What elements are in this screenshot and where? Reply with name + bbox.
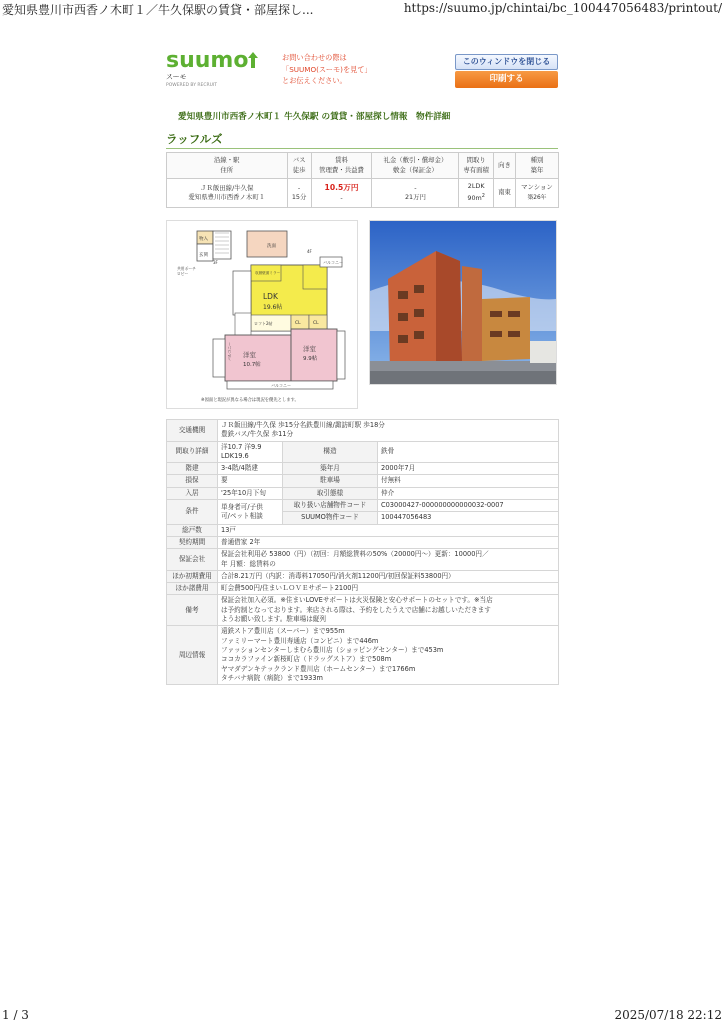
other-cost-label: ほか諸費用 [167, 583, 218, 595]
surrounding-item: ココカラファイン新桜町店（ドラッグストア）まで508m [221, 655, 392, 664]
detail-row [167, 595, 559, 626]
guarantor-value: 保証会社利用必 53800（円）（初回：月額総賃料の50%（20000円～）更新：10000円／ 年 月額：総賃料の [218, 549, 559, 571]
fp-balcony-top: バルコニー [323, 260, 343, 265]
structure-label: 構造 [283, 441, 378, 463]
print-header [0, 0, 724, 18]
insurance-label: 損保 [167, 475, 218, 487]
traffic-label: 交通機関 [167, 420, 218, 442]
fp-storage: 物入 [199, 237, 208, 242]
print-button[interactable]: 印刷する [455, 71, 558, 88]
building-photo-drawing [370, 221, 556, 384]
store-code-label: 取り扱い店舗物件コード [283, 500, 378, 512]
notice-line: お問い合わせの際は [282, 53, 347, 62]
surrounding-item: ファッションセンターしまむら豊川店（ショッピングセンター）まで453m [221, 645, 444, 654]
conditions-label: 条件 [167, 500, 218, 525]
notice-line: 「SUUMO(スーモ)を見て」 [282, 64, 372, 74]
document-title: 愛知県豊川市西香ノ木町１／牛久保駅の賃貸・部屋探し... [2, 3, 314, 17]
layout-cell: 2LDK $90m^2$ [459, 179, 494, 208]
detail-row [167, 420, 559, 442]
detail-row [167, 626, 559, 685]
rent-header: 賃料 管理費・共益費 [311, 153, 372, 179]
remarks-label: 備考 [167, 595, 218, 626]
page-url: https://suumo.jp/chintai/bc_100447056483/printout/ [403, 1, 722, 15]
insurance-value: 要 [218, 475, 283, 487]
structure-value: 鉄骨 [378, 441, 559, 463]
bus-cell: - 15分 [287, 179, 311, 208]
detail-row [167, 570, 559, 582]
route-cell: ＪＲ飯田線/牛久保 愛知県豊川市西香ノ木町１ [167, 179, 288, 208]
initial-cost-label: ほか初期費用 [167, 570, 218, 582]
detail-table [166, 419, 559, 685]
detail-row [167, 441, 559, 463]
deposit-cell: - 21万円 [372, 179, 459, 208]
parking-value: 付無料 [378, 475, 559, 487]
detail-row [167, 536, 559, 548]
page-title: 愛知県豊川市西香ノ木町１ 牛久保駅 の賃貸・部屋探し情報 物件詳細 [178, 112, 451, 122]
units-label: 総戸数 [167, 524, 218, 536]
property-name: ラッフルズ [166, 132, 223, 146]
fp-ldk: LDK [263, 292, 278, 301]
floors-label: 階建 [167, 463, 218, 475]
summary-row [167, 179, 559, 208]
page-number: 1 / 3 [2, 1008, 29, 1022]
route-header: 沿線・駅 住所 [167, 153, 288, 179]
detail-row [167, 524, 559, 536]
detail-row [167, 475, 559, 487]
detail-row [167, 487, 559, 499]
layout-header: 間取り 専有面積 [459, 153, 494, 179]
detail-row [167, 463, 559, 475]
fp-kitchen: 収納壁面ミラー [255, 271, 281, 275]
contract-label: 契約期間 [167, 536, 218, 548]
surrounding-item: ヤマダデンキテックランド豊川店（ホームセンター）まで1766m [221, 664, 416, 673]
detail-row [167, 549, 559, 571]
fp-western1-size: 10.7帖 [243, 362, 261, 368]
units-value: 13戸 [218, 524, 559, 536]
surroundings-value [218, 626, 559, 685]
rent-value: 10.5万円 [324, 183, 359, 192]
title-divider [166, 148, 558, 149]
logo-kana: スーモ [166, 73, 187, 81]
detail-row [167, 500, 559, 512]
fp-cl2: CL [313, 321, 319, 326]
notice-line: とお伝えください。 [282, 76, 347, 85]
conditions-value: 単身者可/子供 可/ペット相談 [218, 500, 283, 525]
fp-cl1: CL [295, 321, 301, 326]
bus-header: バス 徒歩 [287, 153, 311, 179]
floor-plan-drawing [167, 221, 357, 408]
type-header: 種別 築年 [515, 153, 558, 179]
floor-plan-image [166, 220, 358, 409]
fp-washroom: 洗面 [267, 244, 276, 249]
close-window-button[interactable]: このウィンドウを閉じる [455, 54, 558, 70]
direction-header: 向き [493, 153, 515, 179]
movein-value: '25年10月下旬 [218, 487, 283, 499]
surrounding-item: ファミリーマート豊川寿通店（コンビニ）まで446m [221, 636, 379, 645]
contract-value: 普通借家 2年 [218, 536, 559, 548]
parking-label: 駐車場 [283, 475, 378, 487]
fp-floor4: 4F [307, 249, 312, 254]
surrounding-item: 遠鉄ストア豊川店（スーパー）まで955m [221, 627, 345, 636]
fp-ldk-size: 19.6帖 [263, 304, 283, 311]
traffic-value: ＪＲ飯田線/牛久保 歩15分名鉄豊川線/諏訪町駅 歩18分 豊鉄バス/牛久保 歩11分 [218, 420, 559, 442]
logo-arrow-icon [248, 52, 258, 68]
fp-western2-size: 9.9帖 [303, 356, 318, 362]
building-photo [369, 220, 557, 385]
suumo-code-label: SUUMO物件コード [283, 512, 378, 524]
logo-wordmark: suumo [166, 48, 249, 73]
deposit-header: 礼金（敷引・償却金） 敷金（保証金） [372, 153, 459, 179]
surroundings-label: 周辺情報 [167, 626, 218, 685]
built-value: 2000年7月 [378, 463, 559, 475]
fp-common: 共用ポーチ [177, 266, 196, 271]
movein-label: 入居 [167, 487, 218, 499]
print-footer [0, 1006, 724, 1024]
type-cell: マンション 築26年 [515, 179, 558, 208]
fp-western2: 洋室 [303, 345, 316, 353]
fp-balcony-bottom: バルコニー [271, 383, 291, 388]
direction-cell: 南東 [493, 179, 515, 208]
suumo-code-value: 100447056483 [378, 512, 559, 524]
layout-detail-label: 間取り詳細 [167, 441, 218, 463]
fp-entrance: 玄関 [199, 253, 208, 258]
print-datetime: 2025/07/18 22:12 [614, 1008, 722, 1022]
fp-floor-label: 3F [213, 260, 218, 265]
fp-balcony-left: バルコニー [227, 342, 232, 361]
fp-common2: ロビー [177, 271, 189, 276]
fp-loft: ロフト2帖 [254, 321, 273, 326]
other-cost-value: 町会費500円/住まいＬＯＶＥサポート2100円 [218, 583, 559, 595]
remarks-value: 保証会社加入必須。※住まいLOVEサポートは火災保険と安心サポートのセットです。※当店 は予約制となっております。来店される際は、予約をしたうえで店舗にお越しいただきます ようお願い致します。駐車場は縦列 [218, 595, 559, 626]
contact-notice [282, 52, 372, 87]
layout-detail-value: 洋10.7 洋9.9 LDK19.6 [218, 441, 283, 463]
fp-western1: 洋室 [243, 351, 256, 359]
initial-cost-value: 合計8.21万円（内訳：消毒料17050円/消火剤11200円/初回保証料53800円） [218, 570, 559, 582]
store-code-value: C03000427-000000000000032-0007 [378, 500, 559, 512]
logo-powered: POWERED BY RECRUIT [166, 83, 218, 88]
transaction-value: 仲介 [378, 487, 559, 499]
guarantor-label: 保証会社 [167, 549, 218, 571]
built-label: 築年月 [283, 463, 378, 475]
detail-row [167, 583, 559, 595]
summary-table [166, 152, 559, 208]
transaction-label: 取引態様 [283, 487, 378, 499]
floors-value: 3-4階/4階建 [218, 463, 283, 475]
rent-cell: 10.5万円 - [311, 179, 372, 208]
surrounding-item: タチバナ病院（病院）まで1933m [221, 673, 323, 682]
summary-header-row [167, 153, 559, 179]
fp-caption: ※図面と現況が異なる場合は現況を優先とします。 [201, 398, 299, 403]
suumo-logo[interactable] [166, 50, 262, 90]
